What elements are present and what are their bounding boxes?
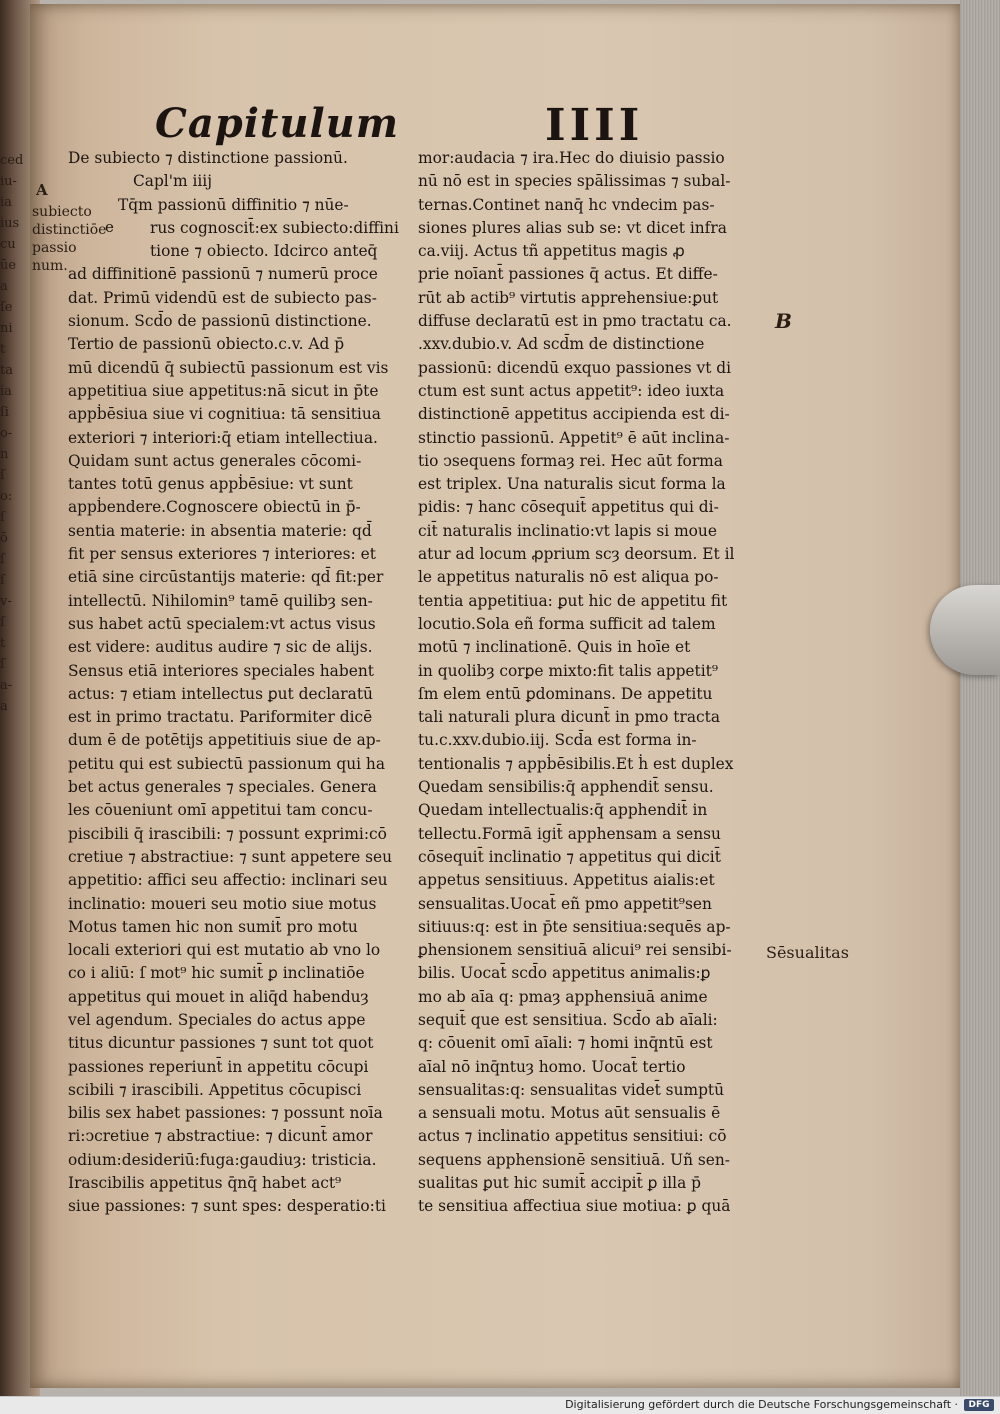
text-line: sensualitas:q: sensualitas videt̄ sumptū: [418, 1080, 725, 1099]
text-line: inclinatio: moueri seu motio siue motus: [68, 894, 377, 913]
text-line: petitu qui est subiectū passionum qui ha: [68, 754, 386, 773]
text-line: bilis. Uocat̄ scd̄o appetitus animalis:ꝑ: [418, 964, 711, 983]
text-line: le appetitus naturalis nō est aliqua po-: [418, 568, 719, 587]
margin-note-sensualitas: Sēsualitas: [766, 943, 849, 962]
margin-note-line: passio: [32, 240, 77, 256]
text-line: actus: ⁊ etiam intellectus ꝑut declaratū: [68, 684, 373, 703]
text-line: Tertio de passionū obiecto.c.v. Ad p̄: [68, 335, 345, 354]
text-line: les cōueniunt omī appetitui tam concu-: [68, 801, 373, 820]
text-line: rūt ab actib⁹ virtutis apprehensiue:ꝑut: [418, 288, 719, 307]
text-line: scibili ⁊ irascibili. Appetitus cōcupisci: [68, 1080, 362, 1099]
text-line: prie noīant̄ passiones q̄ actus. Et diffe-: [418, 265, 718, 284]
text-line: tentionalis ⁊ appḃēsibilis.Et ḣ est duplex: [418, 754, 734, 773]
text-line: piscibili q̄ irascibili: ⁊ possunt exprimi:cō: [68, 824, 387, 843]
previous-page-fragment: ſ: [0, 552, 5, 567]
text-line: ꝑhensionem sensitiuā alicui⁹ rei sensibi-: [418, 941, 732, 960]
text-line: sus habet actū specialem:vt actus visus: [68, 614, 376, 633]
page-stack-edge: [960, 0, 1000, 1396]
previous-page-fragment: ſ: [0, 657, 5, 672]
text-line: exteriori ⁊ interiori:q̄ etiam intellectiua.: [68, 428, 378, 447]
text-line: titus dicuntur passiones ⁊ sunt tot quot: [68, 1034, 374, 1053]
heading-capitulum: Capitulum: [155, 100, 400, 147]
text-line: appetitio: affici seu affectio: inclinari seu: [68, 871, 388, 890]
text-line: diffuse declaratū est in pmo tractatu ca.: [418, 312, 732, 331]
text-line: tellectu.Formā igit̄ apphensam a sensu: [418, 824, 721, 843]
previous-page-fragment: o:: [0, 489, 13, 504]
text-line: etiā sine circūstantijs materie: qd̄ fit:per: [68, 568, 384, 587]
margin-note-line: distinctiōe: [32, 222, 107, 238]
text-line: sensualitas.Uocat̄ eñ pmo appetit⁹sen: [418, 894, 712, 913]
text-line: intellectū. Nihilomin⁹ tamē quilibȝ sen-: [68, 591, 373, 610]
previous-page-fragment: ia: [0, 384, 12, 399]
text-line: mo ab aīa q: pmaȝ apphensiuā anime: [418, 987, 708, 1006]
margin-letter-a: A: [36, 181, 48, 199]
text-line: q: cōuenit omī aīali: ⁊ homi inq̄ntū est: [418, 1034, 713, 1053]
text-line: odium:desideriū:fuga:gaudiuȝ: tristicia.: [68, 1150, 377, 1169]
text-line: cretiue ⁊ abstractiue: ⁊ sunt appetere seu: [68, 847, 393, 866]
text-line: De subiecto ⁊ distinctione passionū.: [68, 149, 348, 167]
previous-page-fragment: ſe: [0, 300, 13, 315]
previous-page-fragment: ia: [0, 195, 12, 210]
margin-letter-b: B: [775, 309, 792, 333]
margin-note-line: num.: [32, 258, 68, 274]
previous-page-fragment: ius: [0, 216, 20, 231]
text-line: tione ⁊ obiecto. Idcirco anteq̄: [150, 242, 378, 261]
text-line: atur ad locum ꝓprium scȝ deorsum. Et il: [418, 545, 735, 564]
text-line: te sensitiua affectiua siue motiua: ꝑ quā: [418, 1197, 731, 1216]
text-line: tali naturali plura dicunt̄ in pmo tracta: [418, 708, 720, 727]
text-line: .xxv.dubio.v. Ad scd̄m de distinctione: [418, 335, 705, 354]
text-line: est triplex. Una naturalis sicut forma la: [418, 475, 726, 494]
text-line: vel agendum. Speciales do actus appe: [68, 1010, 366, 1029]
text-line: passiones reperiunt̄ in appetitu cōcupi: [68, 1057, 369, 1076]
text-line: tentia appetitiua: ꝑut hic de appetitu fit: [418, 591, 728, 610]
text-line: ternas.Continet nanq̄ hc vndecim pas-: [418, 195, 715, 214]
text-line: sualitas ꝑut hic sumit̄ accipit̄ ꝑ illa p̄: [418, 1174, 702, 1193]
previous-page-fragment: ſ: [0, 615, 5, 630]
footer-bar: [0, 1396, 1000, 1414]
previous-page-fragment: n: [0, 447, 9, 462]
previous-page-fragment: ūe: [0, 258, 17, 273]
text-line: cit̄ naturalis inclinatio:vt lapis si moue: [418, 521, 717, 540]
text-line: Sensus etiā interiores speciales habent: [68, 661, 374, 680]
text-line: dum ē de potētijs appetitiuis siue de ap-: [68, 731, 381, 750]
initial-letter-guide: e: [105, 218, 114, 236]
text-line: tio ↄsequens formaȝ rei. Hec aūt forma: [418, 451, 723, 470]
text-line: bilis sex habet passiones: ⁊ possunt noīa: [68, 1104, 383, 1123]
text-line: tu.c.xxv.dubio.iij. Scd̄a est forma in-: [418, 731, 697, 750]
previous-page-fragment: a: [0, 279, 8, 294]
text-line: locali exteriori qui est mutatio ab vno lo: [68, 941, 381, 960]
text-line: ctum est sunt actus appetit⁹: ideo iuxta: [418, 381, 725, 400]
heading-chapter-number: IIII: [545, 100, 644, 151]
text-column-right: [418, 147, 734, 1219]
text-line: sionum. Scd̄o de passionū distinctione.: [68, 312, 372, 331]
text-line: rus cognoscit̄:ex subiecto:diffini: [150, 218, 399, 237]
text-line: co i aliū: ſ mot⁹ hic sumit̄ ꝑ inclinatiōe: [68, 964, 365, 983]
previous-page-fragment: o-: [0, 426, 13, 441]
text-line: tantes totū genus appḃēsiue: vt sunt: [68, 475, 353, 494]
text-line: ſm elem entū ꝑdominans. De appetitu: [418, 684, 713, 703]
previous-page-fragment: v-: [0, 594, 12, 609]
previous-page-fragment: iu-: [0, 174, 17, 189]
text-line: in quolibȝ corꝑe mixto:fit talis appetit⁹: [418, 661, 719, 680]
dfg-logo: DFG: [964, 1399, 994, 1411]
previous-page-fragment: a-: [0, 678, 13, 693]
text-line: motū ⁊ inclinationē. Quis in hoīe et: [418, 638, 691, 657]
text-line: stinctio passionū. Appetit⁹ ē aūt inclina-: [418, 428, 730, 447]
text-line: est in primo tractatu. Pariformiter dicē: [68, 708, 373, 727]
text-line: ri:ↄcretiue ⁊ abstractiue: ⁊ dicunt̄ amor: [68, 1127, 373, 1146]
text-line: est videre: auditus audire ⁊ sic de alijs.: [68, 638, 373, 657]
text-line: Capl'm iiij: [133, 172, 212, 191]
text-line: dat. Primū videndū est de subiecto pas-: [68, 288, 377, 307]
previous-page-fragment: ſ: [0, 510, 5, 525]
text-line: Irascibilis appetitus q̄nq̄ habet act⁹: [68, 1174, 342, 1193]
text-line: Quedam intellectualis:q̄ apphendit̄ in: [418, 801, 708, 820]
previous-page-fragment: a: [0, 699, 8, 714]
text-line: Tq̄m passionū diffinitio ⁊ nūe-: [118, 195, 349, 214]
text-line: nū nō est in species spālissimas ⁊ subal-: [418, 172, 731, 191]
text-line: locutio.Sola eñ forma sufficit ad talem: [418, 614, 716, 633]
previous-page-text: [0, 150, 36, 717]
previous-page-fragment: ō: [0, 531, 8, 546]
text-line: appḃendere.Cognoscere obiectū in p̄-: [68, 498, 361, 517]
previous-page-fragment: ſ: [0, 468, 5, 483]
text-line: sequens apphensionē sensitiuā. Uñ sen-: [418, 1150, 731, 1169]
text-line: sitiuus:q: est in p̄te sensitiua:sequēs ap-: [418, 917, 731, 936]
text-line: aīal nō inq̄ntuȝ homo. Uocat̄ tertio: [418, 1057, 686, 1076]
text-line: bet actus generales ⁊ speciales. Genera: [68, 778, 377, 797]
text-line: fit per sensus exteriores ⁊ interiores: et: [68, 545, 376, 564]
text-line: a sensuali motu. Motus aūt sensualis ē: [418, 1104, 721, 1123]
previous-page-fragment: ced: [0, 153, 24, 168]
text-line: siue passiones: ⁊ sunt spes: desperatio:ti: [68, 1197, 386, 1216]
text-line: sentia materie: in absentia materie: qd̄: [68, 521, 372, 540]
previous-page-fragment: cu: [0, 237, 16, 252]
text-line: ad diffinitionē passionū ⁊ numerū proce: [68, 265, 378, 284]
text-line: appetus sensitiuus. Appetitus aialis:et: [418, 871, 715, 890]
text-line: appetitiua siue appetitus:nā sicut in p̄te: [68, 381, 379, 400]
previous-page-fragment: ſ: [0, 573, 5, 588]
previous-page-fragment: t: [0, 636, 6, 651]
text-line: Quidam sunt actus generales cōcomi-: [68, 451, 362, 470]
text-line: appḃēsiua siue vi cognitiua: tā sensitiua: [68, 405, 381, 424]
text-line: distinctionē appetitus accipienda est di-: [418, 405, 730, 424]
previous-page-fragment: t: [0, 342, 6, 357]
text-line: cōsequit̄ inclinatio ⁊ appetitus qui dicit̄: [418, 847, 721, 866]
previous-page-fragment: ſi: [0, 405, 9, 420]
text-line: siones plures alias sub se: vt dicet infra: [418, 218, 727, 237]
text-line: ca.viij. Actus tñ appetitus magis ꝓ: [418, 242, 685, 261]
previous-page-fragment: ta: [0, 363, 13, 378]
text-line: actus ⁊ inclinatio appetitus sensitiui: cō: [418, 1127, 727, 1146]
text-column-left: [68, 147, 399, 1219]
previous-page-fragment: ni: [0, 321, 13, 336]
text-line: appetitus qui mouet in aliq̄d habenduȝ: [68, 987, 369, 1006]
text-line: sequit̄ que est sensitiua. Scd̄o ab aīali:: [418, 1010, 718, 1029]
margin-note-line: subiecto: [32, 204, 92, 220]
text-line: Quedam sensibilis:q̄ apphendit̄ sensu.: [418, 778, 714, 797]
text-line: mor:audacia ⁊ ira.Hec do diuisio passio: [418, 149, 725, 167]
text-line: Motus tamen hic non sumit̄ pro motu: [68, 917, 358, 936]
text-line: mū dicendū q̄ subiectū passionum est vis: [68, 358, 389, 377]
text-line: passionū: dicendū exquo passiones vt di: [418, 358, 732, 377]
text-line: pidis: ⁊ hanc cōsequit̄ appetitus qui di-: [418, 498, 719, 517]
funding-notice: Digitalisierung gefördert durch die Deutsche Forschungsgemeinschaft ·: [565, 1398, 958, 1411]
